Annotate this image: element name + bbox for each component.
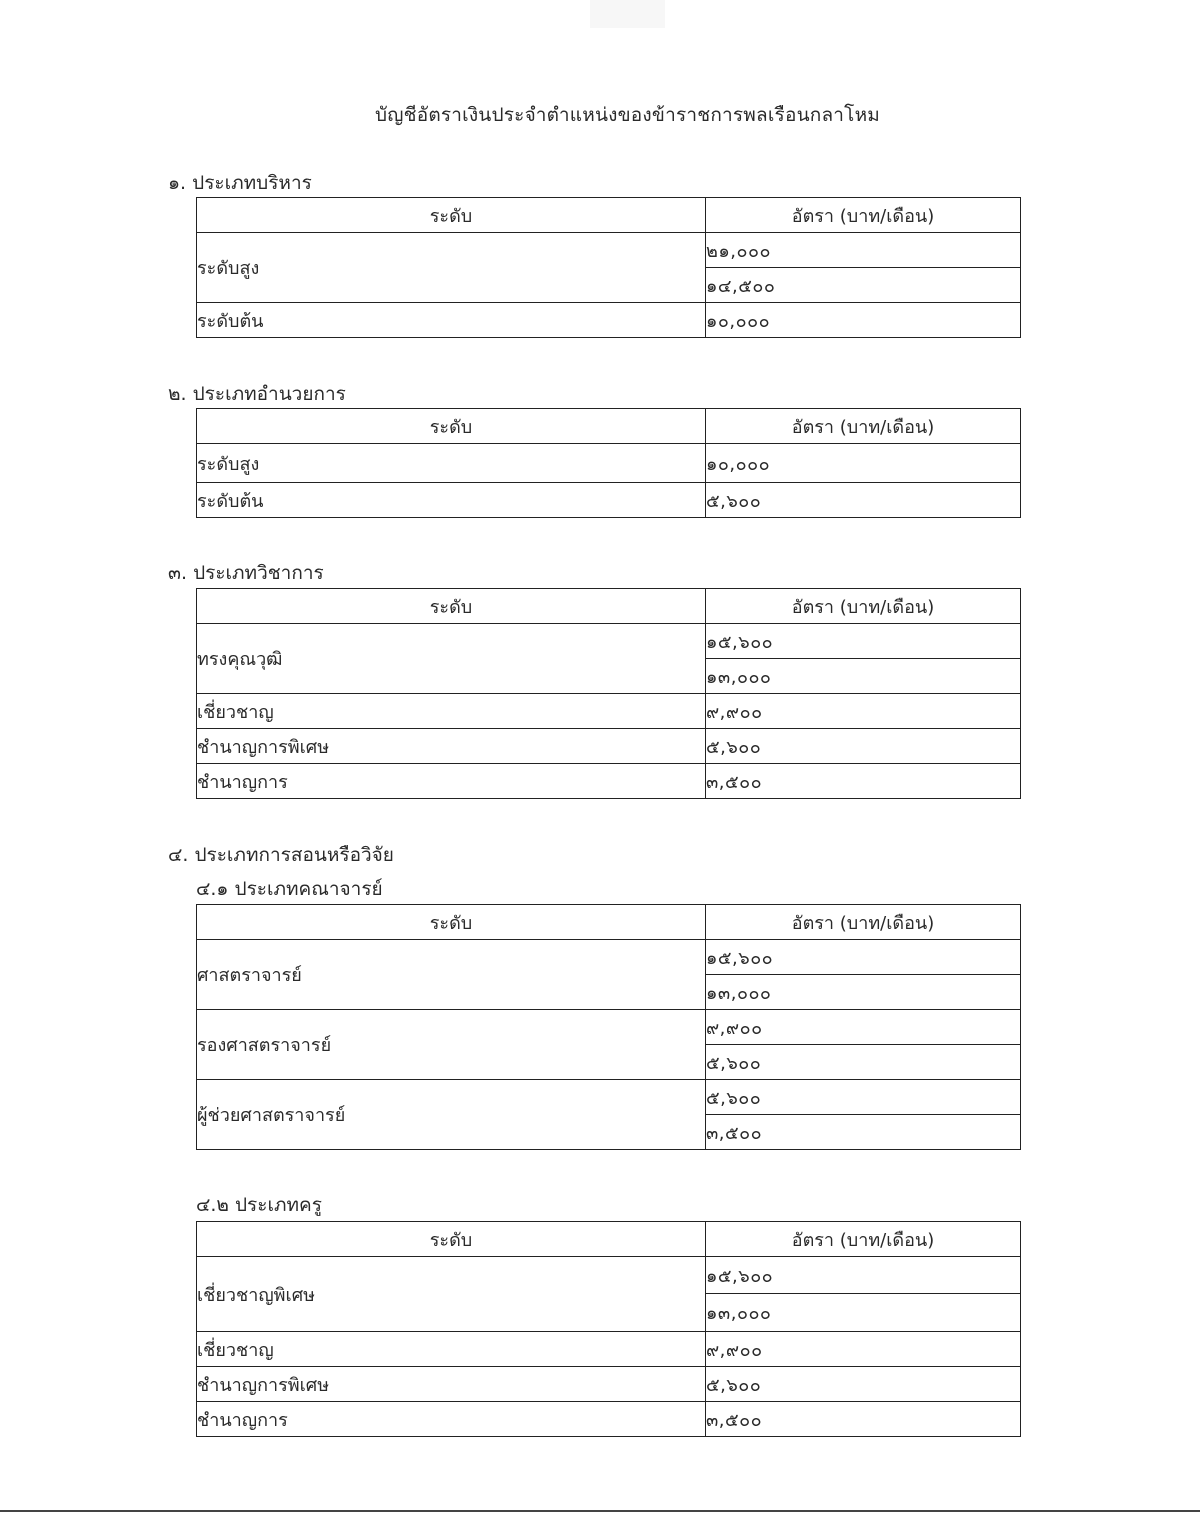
table-header-row [197,198,1021,233]
level-column-header: ระดับ [197,905,706,940]
rate-cell: ๕,๖๐๐ [706,1080,1021,1115]
subsection-heading-faculty: ๔.๑ ประเภทคณาจารย์ [196,878,383,900]
rate-column-header: อัตรา (บาท/เดือน) [706,409,1021,444]
rate-cell: ๑๓,๐๐๐ [706,659,1021,694]
table-row [197,1332,1021,1367]
table-row [197,444,1021,483]
level-column-header: ระดับ [197,198,706,233]
table-row [197,233,1021,268]
table-row [197,1367,1021,1402]
section-heading-management: ๒. ประเภทอำนวยการ [168,383,346,405]
rate-column-header: อัตรา (บาท/เดือน) [706,198,1021,233]
rate-cell: ๑๓,๐๐๐ [706,975,1021,1010]
level-cell: ชำนาญการพิเศษ [197,1367,706,1402]
level-cell: ระดับสูง [197,444,706,483]
executive-rate-table [196,197,1021,338]
level-cell: ศาสตราจารย์ [197,940,706,1010]
page-title: บัญชีอัตราเงินประจำตำแหน่งของข้าราชการพลเรือนกลาโหม [374,104,881,126]
table-row [197,483,1021,518]
table-header-row [197,905,1021,940]
scan-artifact [590,0,665,28]
rate-column-header: อัตรา (บาท/เดือน) [706,1222,1021,1257]
rate-cell: ๕,๖๐๐ [706,1367,1021,1402]
table-row [197,694,1021,729]
table-header-row [197,589,1021,624]
level-column-header: ระดับ [197,589,706,624]
level-cell: ชำนาญการ [197,764,706,799]
table-row [197,1257,1021,1294]
management-rate-table [196,408,1021,518]
level-cell: ระดับต้น [197,483,706,518]
rate-cell: ๕,๖๐๐ [706,1045,1021,1080]
rate-cell: ๙,๙๐๐ [706,694,1021,729]
level-cell: ระดับต้น [197,303,706,338]
table-header-row [197,409,1021,444]
table-row [197,624,1021,659]
level-cell: เชี่ยวชาญ [197,694,706,729]
rate-cell: ๒๑,๐๐๐ [706,233,1021,268]
table-row [197,729,1021,764]
faculty-rate-table [196,904,1021,1150]
rate-cell: ๑๐,๐๐๐ [706,444,1021,483]
level-cell: ทรงคุณวุฒิ [197,624,706,694]
rate-cell: ๑๐,๐๐๐ [706,303,1021,338]
rate-cell: ๑๓,๐๐๐ [706,1294,1021,1332]
rate-cell: ๑๕,๖๐๐ [706,1257,1021,1294]
section-heading-teaching-research: ๔. ประเภทการสอนหรือวิจัย [168,844,394,866]
teachers-rate-table [196,1221,1021,1437]
rate-cell: ๑๕,๖๐๐ [706,940,1021,975]
level-cell: รองศาสตราจารย์ [197,1010,706,1080]
table-row [197,940,1021,975]
level-cell: ชำนาญการพิเศษ [197,729,706,764]
level-column-header: ระดับ [197,409,706,444]
table-row [197,764,1021,799]
level-cell: เชี่ยวชาญพิเศษ [197,1257,706,1332]
subsection-heading-teachers: ๔.๒ ประเภทครู [196,1194,322,1216]
rate-cell: ๕,๖๐๐ [706,483,1021,518]
rate-cell: ๕,๖๐๐ [706,729,1021,764]
section-heading-executive: ๑. ประเภทบริหาร [168,172,312,194]
table-row [197,1402,1021,1437]
table-row [197,1080,1021,1115]
level-cell: เชี่ยวชาญ [197,1332,706,1367]
rate-cell: ๙,๙๐๐ [706,1010,1021,1045]
table-row [197,303,1021,338]
level-column-header: ระดับ [197,1222,706,1257]
page-bottom-border [0,1510,1200,1512]
table-row [197,1010,1021,1045]
rate-cell: ๙,๙๐๐ [706,1332,1021,1367]
rate-cell: ๑๔,๕๐๐ [706,268,1021,303]
table-header-row [197,1222,1021,1257]
rate-cell: ๓,๕๐๐ [706,1402,1021,1437]
section-heading-academic: ๓. ประเภทวิชาการ [168,562,324,584]
academic-rate-table [196,588,1021,799]
rate-cell: ๑๕,๖๐๐ [706,624,1021,659]
rate-column-header: อัตรา (บาท/เดือน) [706,905,1021,940]
level-cell: ผู้ช่วยศาสตราจารย์ [197,1080,706,1150]
rate-column-header: อัตรา (บาท/เดือน) [706,589,1021,624]
level-cell: ชำนาญการ [197,1402,706,1437]
rate-cell: ๓,๕๐๐ [706,1115,1021,1150]
level-cell: ระดับสูง [197,233,706,303]
rate-cell: ๓,๕๐๐ [706,764,1021,799]
